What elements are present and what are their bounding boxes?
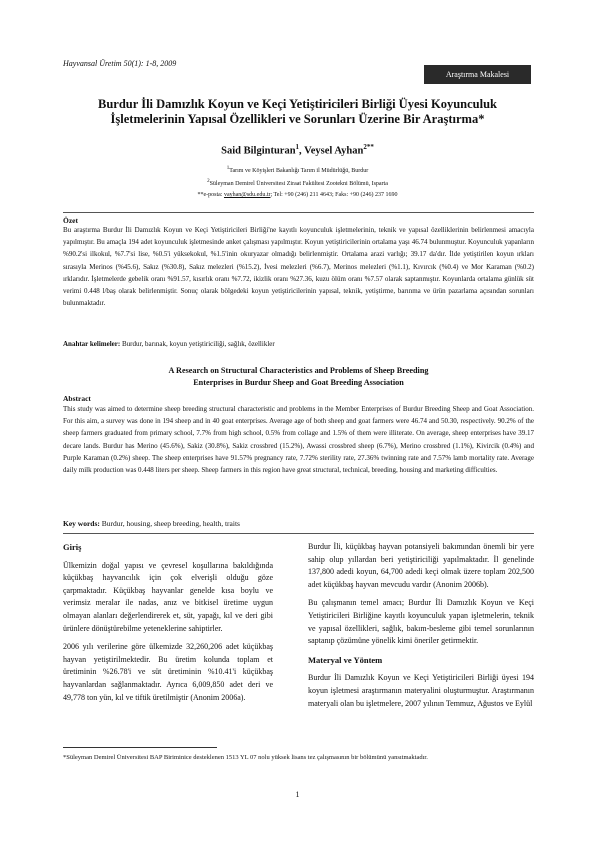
giris-paragraph-1: Ülkemizin doğal yapısı ve çevresel koşullarına bakıldığında küçükbaş hayvancılık için çok elverişli olduğu göze çarpmaktadır. Küçükbaş hayvanlar genelde kısa boylu ve verimsiz meralar ile nadas, anız ve bitkisel üretime uygun olmayan alanları değerlendirerek et, süt, yapağı, kıl ve deri gibi ürünlere dönüştürebilme yeteneklerine sahiptirler. — [63, 560, 273, 633]
contact-prefix: **e-posta: — [197, 192, 224, 198]
english-keywords-text: Burdur, housing, sheep breeding, health, traits — [99, 519, 240, 528]
abstract-heading: Abstract — [63, 394, 91, 403]
author-1: Said Bilginturan — [221, 145, 296, 157]
english-title-line-2: Enterprises in Burdur Sheep and Goat Breeding Association — [193, 378, 404, 387]
turkish-keywords — [63, 340, 534, 348]
title-line-2: İşletmelerinin Yapısal Özellikleri ve Sorunları Üzerine Bir Araştırma* — [110, 112, 485, 126]
materyal-paragraph-1: Burdur İli Damızlık Koyun ve Keçi Yetiştiricileri Birliği üyesi 194 koyun işletmesi araştırmanın materyalini oluşturmuştur. Araştırmanın materyali olan bu işletmelere, 2007 yılının Temmuz, Ağustos ve Eylül — [308, 673, 534, 708]
affiliation-2 — [62, 179, 533, 187]
author-list — [62, 143, 533, 157]
affiliation-2-sup: 2 — [207, 179, 210, 184]
affiliation-1-text: Tarım ve Köyişleri Bakanlığı Tarım il Müdürlüğü, Burdur — [229, 168, 369, 174]
contact-suffix: ; Tel: +90 (246) 211 4643; Faks: +90 (246) 237 1690 — [270, 192, 398, 198]
giris-paragraph-4: Bu çalışmanın temel amacı; Burdur İli Damızlık Koyun ve Keçi Yetiştiricileri Birliğine kayıtlı koyunculuk yapan işletmelerin, teknik ve yapısal özellikleri, sağlık, bakım-besleme gibi temel sorunlarının saptanıp çözümüne yönelik kimi öneriler getirmektir. — [308, 598, 534, 646]
author-2-sup: 2** — [363, 143, 374, 151]
paper-title — [62, 97, 533, 127]
affiliation-1 — [62, 166, 533, 174]
giris-paragraph-3: Burdur İli, küçükbaş hayvan potansiyeli bakımından önemli bir yere sahip olup yıllardan beri yetiştiriciliği yapılmaktadır. İl genelinde 137,800 adedi koyun, 64,700 adedi keçi olmak üzere toplam 202,500 adet küçükbaş hayvan mevcudu vardır (Anonim 2006b). — [308, 542, 534, 589]
journal-citation: Hayvansal Üretim 50(1): 1-8, 2009 — [63, 59, 177, 68]
author-1-sup: 1 — [295, 143, 300, 151]
ozet-body: Bu araştırma Burdur İli Damızlık Koyun ve Keçi Yetiştiricileri Birliği'ne kayıtlı koyunculuk işletmelerinin, teknik ve yapısal özelliklerinin belirlenmesi amacıyla yapılmıştır. Bu amaçla 194 adet koyunculuk işletmesinde anket çalışması yapılmıştır. Koyun yetiştiricilerinin ortalama yaşı 46.74 bulunmuştur. Koyunculuk yapanların %90.2'si ilkokul, %7.7'si lise, %0.5'i yüksekokul, %1.5'inin okuryazar olmadığı belirlenmiştir. Ortalama arazi varlığı; 39.17 da'dır. İlde yetiştirilen koyun ırkları sırasıyla Merinos (%45.6), Sakız (%30.8), Sakız melezleri (%15.2), İvesi melezleri (%6.7), Merinos melezleri (%1.1), Kıvırcık (%0.4) ve Mor Karaman (%0.2) ırklarıdır. İşletmelerde gebelik oranı %91.57, kısırlık oranı %7.72, ikizlik oranı %27.36, kuzu ölüm oranı %7.57 olarak saptanmıştır. Koyunlarda ortalama günlük süt verimi 0.448 l/baş olarak belirlenmiştir. Sonuç olarak bölgedeki koyun yetiştiricilerinin yapısal, teknik, yetiştirme, barınma ve ürün pazarlama açısından sorunları bulunmaktadır. — [63, 226, 534, 308]
divider-body — [63, 533, 534, 534]
english-keywords-label: Key words: — [63, 519, 100, 528]
affiliation-2-text: Süleyman Demirel Üniversitesi Ziraat Fakültesi Zootekni Bölümü, Isparta — [209, 181, 388, 187]
article-type-badge: Araştırma Makalesi — [424, 65, 531, 84]
turkish-keywords-label: Anahtar kelimeler: — [63, 340, 121, 348]
left-column — [63, 541, 273, 710]
footnote: *Süleyman Demirel Üniversitesi BAP Biriminice desteklenen 1513 YL 07 nolu yüksek lisans tez çalışmasının bir bölümünü yansıtmaktadır. — [63, 754, 428, 761]
divider-top — [63, 212, 534, 213]
ozet-heading: Özet — [63, 216, 78, 225]
page-number: 1 — [295, 790, 300, 799]
english-title — [63, 365, 534, 389]
title-line-1: Burdur İli Damızlık Koyun ve Keçi Yetiştiricileri Birliği Üyesi Koyunculuk — [98, 97, 497, 111]
turkish-keywords-text: Burdur, barınak, koyun yetiştiriciliği, sağlık, özellikler — [120, 340, 275, 348]
contact-line — [62, 192, 533, 198]
footnote-rule — [63, 747, 217, 748]
abstract-body: This study was aimed to determine sheep breeding structural characteristic and problems in the Member Enterprises of Burdur Breeding Sheep and Goat Association. For this aim, a survey was done in 194 sheep and in 40 goat enterprises. Average age of both sheep and goat farmers were 46.74 and 50.30, respectively. 90.2% of the sheep farmers graduated from primary school, 7.7% from high school, 0.5% from collage and 1.5% of them were illiterate. On average, sheep enterprises have 39.17 decare lands. Burdur has Merino (45.6%), Sakiz (30.8%), Sakiz crossbred (15.2%), Awassi crossbred sheep (6.7%), Merino crossbred (1.1%), Kivircik (0.4%) and Purple Karaman (0.2%) sheep. The sheep enterprises have 91.57% pregnancy rate, 7.72% sterility rate, 27.36% twinning rate and 7.57% lamb mortality rate. Average daily milk production was 0.448 liters per sheep. Sheep farmers in this region have great structural, technical, breeding, housing and marketing difficulties. — [63, 405, 534, 475]
section-heading-giris: Giriş — [63, 542, 82, 552]
english-keywords — [63, 519, 534, 528]
email-link[interactable]: vayhan@sdu.edu.tr — [223, 192, 271, 198]
giris-paragraph-2: 2006 yılı verilerine göre ülkemizde 32,260,206 adet küçükbaş hayvan yetiştirilmektedir. Bu üretim kolunda toplam et üretiminin %26.78'i ve süt üretiminin %10.41'i küçükbaş hayvanlardan sağlanmaktadır. Ayrıca 6,009,850 adet deri ve 49,778 ton yün, kıl ve tiftik üretilmiştir (Anonim 2006a). — [63, 642, 273, 702]
affiliation-1-sup: 1 — [226, 166, 230, 171]
author-separator: , — [299, 145, 305, 157]
right-column — [308, 541, 534, 716]
author-2: Veysel Ayhan — [304, 145, 364, 157]
english-title-line-1: A Research on Structural Characteristics and Problems of Sheep Breeding — [168, 366, 429, 375]
section-heading-materyal: Materyal ve Yöntem — [308, 654, 383, 665]
